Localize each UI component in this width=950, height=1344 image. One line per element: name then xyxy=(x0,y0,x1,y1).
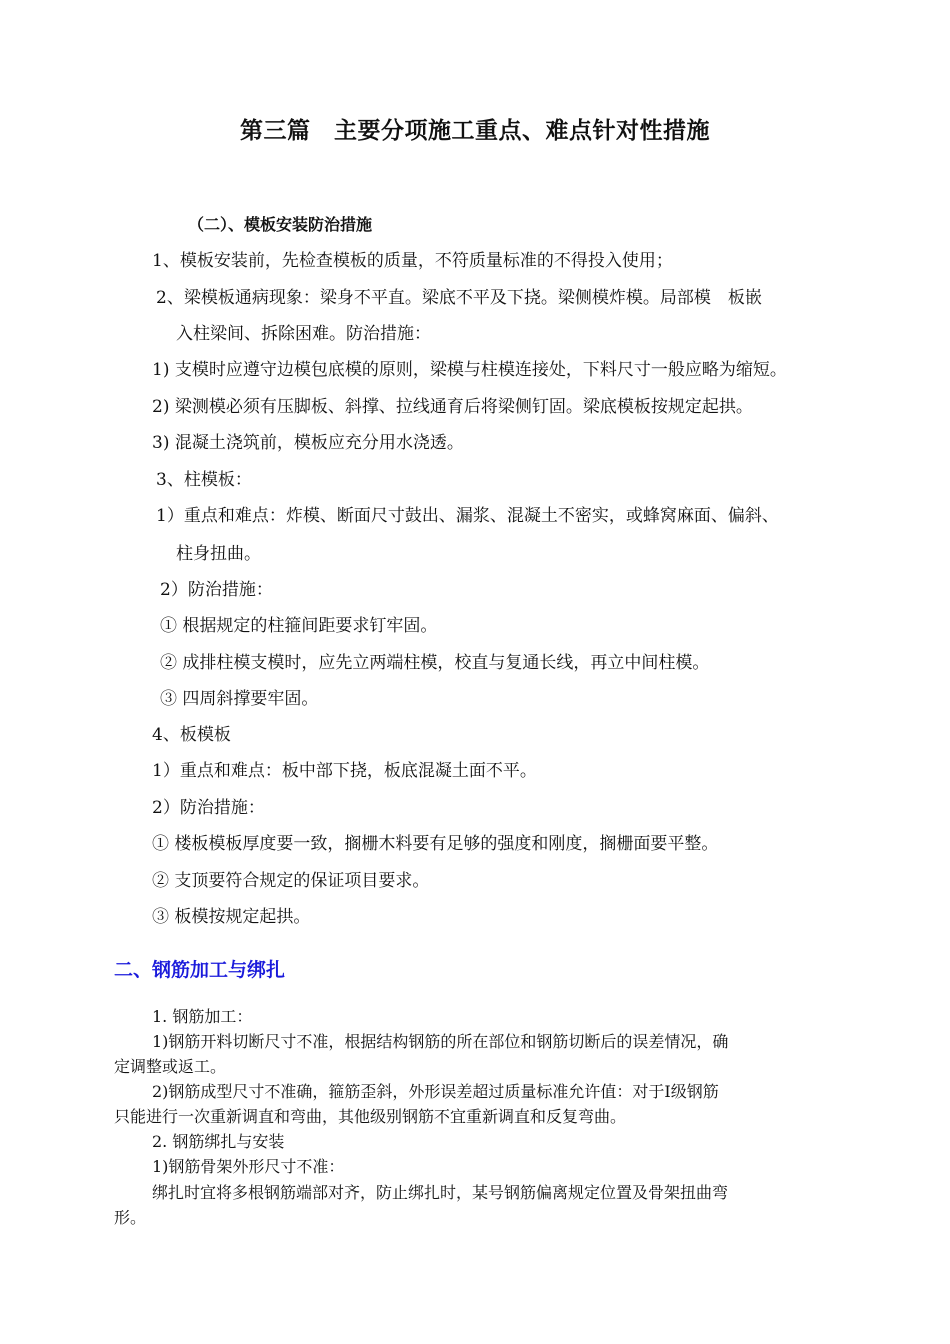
paragraph-line: 2)钢筋成型尺寸不准确，箍筋歪斜，外形误差超过质量标准允许值：对于Ⅰ级钢筋 xyxy=(152,1082,719,1101)
paragraph-line: 1）重点和难点：板中部下挠，板底混凝土面不平。 xyxy=(152,761,537,781)
paragraph-line: 只能进行一次重新调直和弯曲，其他级别钢筋不宜重新调直和反复弯曲。 xyxy=(114,1107,627,1126)
section-heading: 二、钢筋加工与绑扎 xyxy=(114,959,286,981)
subsection-heading: （二）、模板安装防治措施 xyxy=(188,215,373,234)
paragraph-line: ① 楼板模板厚度要一致，搁栅木料要有足够的强度和刚度，搁栅面要平整。 xyxy=(152,834,719,854)
paragraph-line: 1)钢筋开料切断尺寸不准，根据结构钢筋的所在部位和钢筋切断后的误差情况，确 xyxy=(152,1032,729,1051)
paragraph-line: 绑扎时宜将多根钢筋端部对齐，防止绑扎时，某号钢筋偏离规定位置及骨架扭曲弯 xyxy=(152,1183,729,1202)
paragraph-line: 入柱梁间、拆除困难。防治措施： xyxy=(176,324,431,344)
paragraph-line: 4、板模板 xyxy=(152,725,231,745)
paragraph-line: 3) 混凝土浇筑前，模板应充分用水浇透。 xyxy=(152,433,464,453)
paragraph-line: 定调整或返工。 xyxy=(114,1057,227,1076)
paragraph-line: 2) 梁测模必须有压脚板、斜撑、拉线通育后将梁侧钉固。梁底模板按规定起拱。 xyxy=(152,397,753,417)
page-title: 第三篇 主要分项施工重点、难点针对性措施 xyxy=(240,117,710,144)
paragraph-line: 1. 钢筋加工： xyxy=(152,1007,253,1026)
paragraph-line: 1)钢筋骨架外形尺寸不准： xyxy=(152,1157,345,1176)
paragraph-line: 柱身扭曲。 xyxy=(176,544,261,564)
paragraph-line: 1）重点和难点：炸模、断面尺寸鼓出、漏浆、混凝土不密实，或蜂窝麻面、偏斜、 xyxy=(156,506,779,526)
paragraph-line: 1) 支模时应遵守边模包底模的原则，梁模与柱模连接处，下料尺寸一般应略为缩短。 xyxy=(152,360,787,380)
paragraph-line: 2. 钢筋绑扎与安装 xyxy=(152,1132,285,1151)
paragraph-line: ① 根据规定的柱箍间距要求钉牢固。 xyxy=(160,616,438,636)
paragraph-line: 2）防治措施： xyxy=(152,798,265,818)
paragraph-line: 3、柱模板： xyxy=(156,470,252,490)
paragraph-line: 形。 xyxy=(114,1208,147,1227)
paragraph-line: ③ 四周斜撑要牢固。 xyxy=(160,689,319,709)
paragraph-line: 2）防治措施： xyxy=(160,580,273,600)
paragraph-line: 2、梁模板通病现象：梁身不平直。梁底不平及下挠。梁侧模炸模。局部模 板嵌 xyxy=(156,288,762,308)
paragraph-line: ② 成排柱模支模时，应先立两端柱模，校直与复通长线，再立中间柱模。 xyxy=(160,653,710,673)
paragraph-line: 1、模板安装前，先检查模板的质量，不符质量标准的不得投入使用； xyxy=(152,251,673,271)
paragraph-line: ② 支顶要符合规定的保证项目要求。 xyxy=(152,871,430,891)
paragraph-line: ③ 板模按规定起拱。 xyxy=(152,907,311,927)
